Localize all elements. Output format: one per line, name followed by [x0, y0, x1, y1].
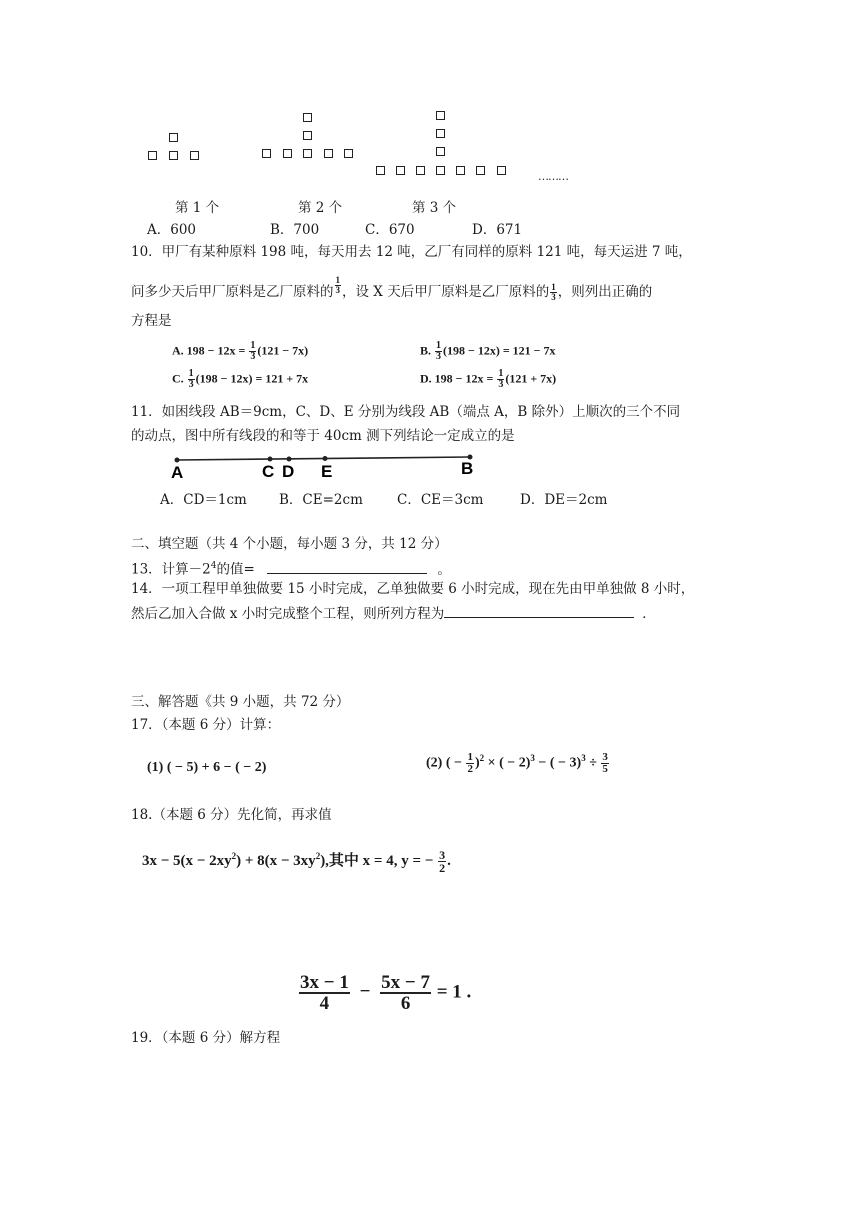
q10-option-b: B. $\frac{1}{3}$ (198 − 12x) = 121 − 7x: [420, 340, 556, 362]
section2-heading: 二、填空题（共 4 个小题，每小题 3 分，共 12 分）: [131, 536, 448, 552]
pattern-square: [148, 151, 157, 160]
pattern-square: [497, 166, 506, 175]
pattern-square: [324, 149, 333, 158]
q11-option-d: D．DE＝2cm: [520, 492, 608, 508]
q10-option-d: D. 198 − 12x = $\frac{1}{3}$ (121 + 7x): [420, 368, 557, 390]
q10-line3: 方程是: [131, 313, 172, 329]
fraction: $\frac{1}{3}$: [551, 282, 556, 302]
pattern-square: [169, 133, 178, 142]
point-d: [287, 457, 292, 462]
q17-part2: (2) ( − $\frac{1}{2}$ )$^2$ × ( − 2)$^3$ − ( − 3)$^3$ ÷ $\frac{3}{5}$: [426, 751, 608, 775]
figure-label-1: 第 1 个: [175, 200, 220, 216]
pattern-square: [456, 166, 465, 175]
pattern-square: [190, 151, 199, 160]
q11-line2: 的动点，图中所有线段的和等于 40cm 测下列结论一定成立的是: [131, 428, 515, 444]
q11-option-b: B．CE=2cm: [279, 492, 363, 508]
pattern-square: [416, 166, 425, 175]
pattern-square: [436, 129, 445, 138]
q10-option-a: A. 198 − 12x = $\frac{1}{3}$ (121 − 7x): [172, 340, 309, 362]
section3-heading: 三、解答题《共 9 小题，共 72 分）: [131, 694, 350, 710]
label-d: D: [282, 462, 295, 481]
figure-label-3: 第 3 个: [412, 200, 457, 216]
q9-option-d: D．671: [472, 222, 523, 238]
q11-option-a: A．CD＝1cm: [160, 492, 247, 508]
pattern-square: [283, 149, 292, 158]
segment-diagram: [165, 450, 485, 484]
pattern-square: [376, 166, 385, 175]
q11-option-c: C．CE＝3cm: [397, 492, 484, 508]
pattern-square: [436, 166, 445, 175]
q10-line2: 问多少天后甲厂原料是乙厂原料的 $\frac{1}{3}$ ，设 X 天后甲厂原料是乙厂原料的 $\frac{1}{3}$ ，则列出正确的: [131, 275, 653, 302]
point-c: [268, 457, 273, 462]
q14-answer-blank: [444, 617, 634, 618]
pattern-square: [169, 151, 178, 160]
pattern-square: [436, 147, 445, 156]
label-c: C: [262, 462, 275, 481]
q18-title: 18.（本题 6 分）先化简，再求值: [131, 807, 332, 823]
pattern-square: [303, 113, 312, 122]
q18-expression: $3x - 5(x - 2xy^2) + 8(x - 3xy^2)$,其中 x = 4, y = − $\frac{3}{2}$ .: [142, 848, 451, 876]
q9-option-a: A．600: [147, 222, 197, 238]
q14-line1: 14．一项工程甲单独做要 15 小时完成，乙单独做要 6 小时完成，现在先由甲单独做 8 小时，: [131, 581, 695, 597]
q9-option-c: C．670: [365, 222, 415, 238]
point-e: [323, 456, 328, 461]
q17-title: 17．（本题 6 分）计算：: [131, 717, 281, 733]
q10-line1: 10．甲厂有某种原料 198 吨，每天用去 12 吨，乙厂有同样的原料 121 吨，每天运进 7 吨，: [131, 244, 692, 260]
label-e: E: [321, 462, 333, 481]
q19-title: 19．（本题 6 分）解方程: [131, 1030, 281, 1046]
pattern-square: [344, 149, 353, 158]
pattern-square: [303, 131, 312, 140]
pattern-ellipsis: ………: [538, 170, 568, 183]
pattern-square: [436, 111, 445, 120]
pattern-square: [476, 166, 485, 175]
point-a: [175, 458, 180, 463]
q17-part1: (1) ( − 5) + 6 − ( − 2): [147, 760, 267, 775]
pattern-square: [303, 149, 312, 158]
q13-answer-blank: [267, 573, 427, 574]
pattern-square: [396, 166, 405, 175]
figure-label-2: 第 2 个: [298, 200, 343, 216]
q10-option-c: C. $\frac{1}{3}$ (198 − 12x) = 121 + 7x: [172, 368, 309, 390]
q19-equation: $\frac{3x - 1}{4}$ − $\frac{5x - 7}{6}$ = 1 .: [300, 972, 472, 1014]
label-a: A: [171, 463, 184, 482]
q11-line1: 11．如困线段 AB＝9cm，C、D、E 分别为线段 AB（端点 A，B 除外）上顺次的三个不同: [131, 404, 681, 420]
q13: 13．计算$-2^4$的值= 。: [131, 561, 451, 578]
q9-option-b: B．700: [270, 222, 320, 238]
q14-line2: 然后乙加入合做 x 小时完成整个工程，则所列方程为 ．: [131, 606, 656, 622]
fraction: $\frac{1}{3}$: [335, 275, 340, 295]
label-b: B: [461, 459, 474, 478]
pattern-square: [262, 149, 271, 158]
